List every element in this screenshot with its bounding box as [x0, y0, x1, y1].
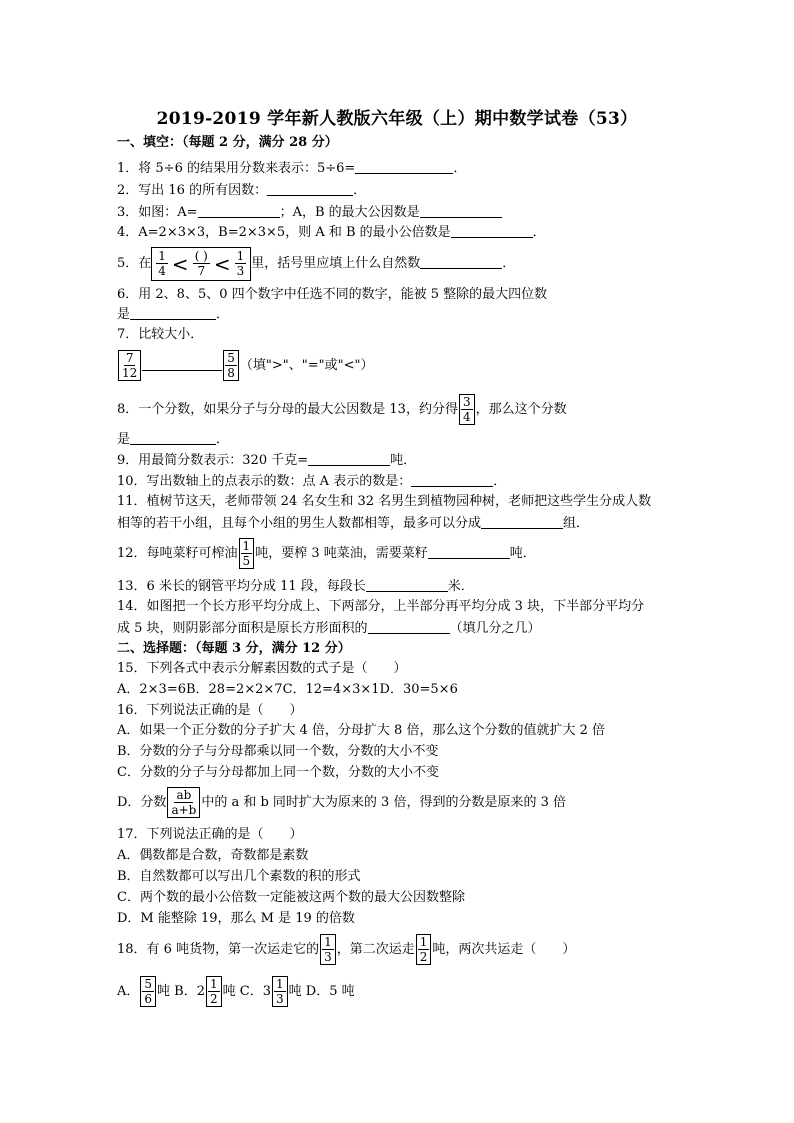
answer-blank[interactable]: [368, 619, 450, 634]
option-16-b[interactable]: B．分数的分子与分母都乘以同一个数，分数的大小不变: [117, 744, 439, 759]
option-16-a[interactable]: A．如果一个正分数的分子扩大 4 倍，分母扩大 8 倍，那么这个分数的值就扩大 2 倍: [117, 723, 605, 738]
section-1-heading: 一、填空：（每题 2 分，满分 28 分）: [117, 135, 338, 150]
answer-blank[interactable]: [308, 451, 390, 466]
answer-blank[interactable]: [420, 203, 502, 218]
question-15-options[interactable]: A．2×3=6B．28=2×2×7C．12=4×3×1D．30=5×6: [117, 682, 458, 697]
fraction: $\frac{3}{4}$: [459, 394, 475, 425]
answer-blank[interactable]: [366, 577, 448, 592]
fraction: $\frac{1}{2}$: [416, 934, 432, 965]
fraction-inequality: $\frac{1}{4}$ < $\frac{( )}{7}$ < $\frac{1}{3}$: [151, 247, 251, 281]
answer-blank[interactable]: [267, 181, 353, 196]
answer-blank[interactable]: [411, 472, 493, 487]
option-17-d[interactable]: D．M 能整除 19，那么 M 是 19 的倍数: [117, 911, 355, 926]
fraction: $\frac{5}{6}$: [140, 976, 156, 1007]
section-2-heading: 二、选择题：（每题 3 分，满分 12 分）: [117, 641, 351, 656]
fraction: $\frac{1}{4}$: [158, 249, 166, 278]
option-17-c[interactable]: C．两个数的最小公倍数一定能被这两个数的最大公因数整除: [117, 890, 465, 905]
question-5: 5．在 $\frac{1}{4}$ < $\frac{( )}{7}$ < $\frac{1}{3}$ 里，括号里应填上什么自然数 ．: [117, 246, 515, 282]
answer-blank[interactable]: [420, 254, 502, 269]
question-18: 18．有 6 吨货物，第一次运走它的 $\frac{1}{3}$ ，第二次运走 $\frac{1}{2}$ 吨，两次共运走（ ）: [117, 935, 576, 964]
question-4: 4．A=2×3×3，B=2×3×5，则 A 和 B 的最小公倍数是 ．: [117, 225, 546, 240]
question-11: 11．植树节这天，老师带领 24 名女生和 32 名男生到植物园种树，老师把这些学生分成人数: [117, 494, 652, 509]
question-8-line2: 是 ．: [117, 432, 230, 447]
answer-blank[interactable]: [428, 544, 510, 559]
question-14-line2: 成 5 块，则阴影部分面积是原长方形面积的 （填几分之几）: [117, 621, 541, 636]
question-11-line2: 相等的若干小组，且每个小组的男生人数都相等，最多可以分成 组．: [117, 516, 590, 531]
fraction: $\frac{5}{8}$: [223, 350, 239, 381]
question-16: 16．下列说法正确的是（ ）: [117, 703, 303, 718]
option-16-d[interactable]: D．分数 $\frac{ab}{a+b}$ 中的 a 和 b 同时扩大为原来的 3 倍，得到的分数是原来的 3 倍: [117, 788, 567, 817]
question-7: 7．比较大小．: [117, 327, 204, 342]
answer-blank[interactable]: [130, 305, 216, 320]
question-2: 2．写出 16 的所有因数： ．: [117, 183, 367, 198]
option-17-b[interactable]: B．自然数都可以写出几个素数的积的形式: [117, 869, 361, 884]
question-6: 6．用 2、8、5、0 四个数字中任选不同的数字，能被 5 整除的最大四位数: [117, 287, 548, 302]
answer-blank[interactable]: [451, 223, 533, 238]
answer-blank[interactable]: [355, 159, 453, 174]
question-8: 8．一个分数，如果分子与分母的最大公因数是 13，约分得 $\frac{3}{4}$ ，那么这个分数: [117, 395, 567, 424]
question-13: 13．6 米长的钢管平均分成 11 段，每段长 米．: [117, 579, 474, 594]
answer-blank[interactable]: [198, 203, 280, 218]
fraction: $\frac{1}{5}$: [239, 538, 255, 569]
answer-blank[interactable]: [142, 356, 222, 371]
fraction: $\frac{( )}{7}$: [194, 249, 208, 278]
fraction: $\frac{ab}{a+b}$: [167, 787, 200, 818]
fraction: $\frac{1}{3}$: [272, 976, 288, 1007]
option-17-a[interactable]: A．偶数都是合数，奇数都是素数: [117, 848, 309, 863]
answer-blank[interactable]: [130, 430, 216, 445]
question-9: 9．用最简分数表示：320 千克= 吨．: [117, 453, 417, 468]
question-3: 3．如图：A= ；A，B 的最大公因数是: [117, 203, 502, 222]
fraction: $\frac{1}{3}$: [320, 934, 336, 965]
question-18-options[interactable]: A． $\frac{5}{6}$ 吨 B．2 $\frac{1}{2}$ 吨 C．3 $\frac{1}{3}$ 吨 D．5 吨: [117, 977, 355, 1006]
question-17: 17．下列说法正确的是（ ）: [117, 827, 303, 842]
question-6-line2: 是 ．: [117, 307, 230, 322]
question-10: 10．写出数轴上的点表示的数：点 A 表示的数是： ．: [117, 474, 507, 489]
question-14: 14．如图把一个长方形平均分成上、下两部分，上半部分再平均分成 3 块，下半部分平均分: [117, 599, 645, 614]
exam-title: 2019-2019 学年新人教版六年级（上）期中数学试卷（53）: [156, 109, 638, 129]
fraction: $\frac{1}{2}$: [206, 976, 222, 1007]
question-1: 1．将 5÷6 的结果用分数来表示：5÷6= ．: [117, 161, 467, 176]
option-16-c[interactable]: C．分数的分子与分母都加上同一个数，分数的大小不变: [117, 765, 439, 780]
question-12: 12．每吨菜籽可榨油 $\frac{1}{5}$ 吨，要榨 3 吨菜油，需要菜籽 吨．: [117, 539, 536, 568]
fraction: $\frac{1}{3}$: [236, 249, 245, 278]
fraction: $\frac{7}{12}$: [118, 350, 141, 381]
question-15: 15．下列各式中表示分解素因数的式子是（ ）: [117, 661, 407, 676]
answer-blank[interactable]: [481, 514, 563, 529]
question-7-compare: $\frac{7}{12}$ $\frac{5}{8}$ （填">"、"="或"<"）: [117, 348, 373, 384]
